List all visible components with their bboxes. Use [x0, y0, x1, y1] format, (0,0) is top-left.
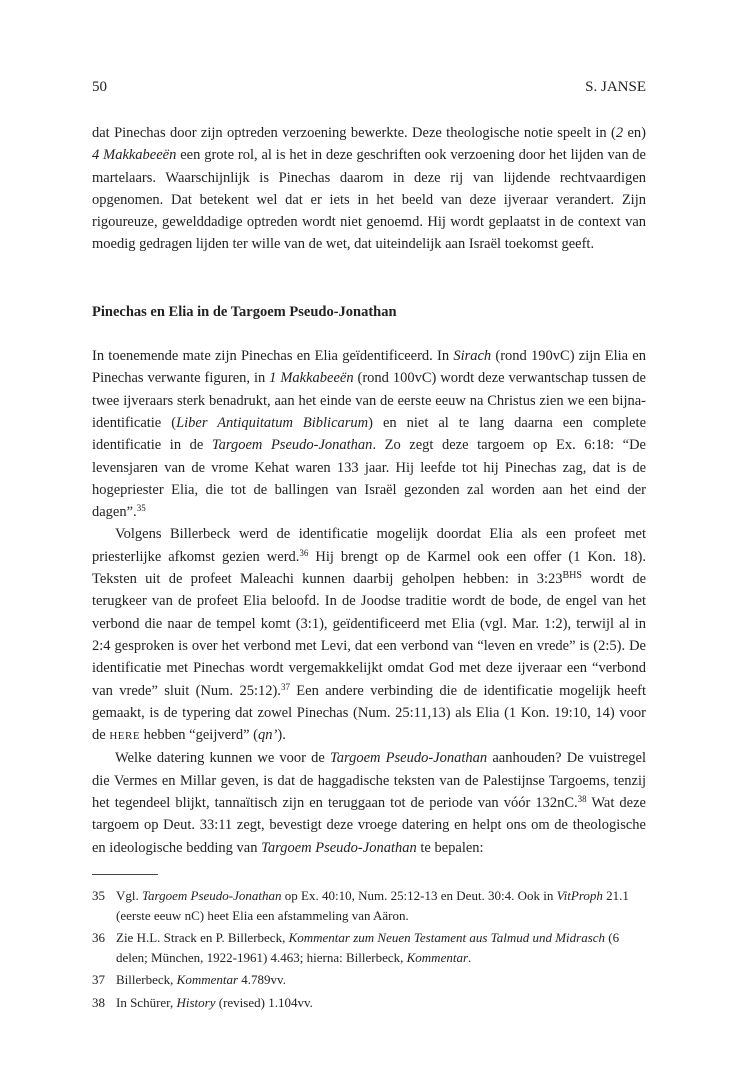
- footnote-number: 36: [92, 930, 105, 945]
- footnote-ref-35[interactable]: 35: [136, 503, 146, 514]
- text-run: (rond 190vC) zijn Elia en Pinechas verwante figuren, in: [92, 348, 646, 387]
- text-run: ) en niet al te lang daarna een complete identificatie in de: [92, 414, 646, 454]
- text-run: .: [468, 949, 472, 965]
- text-run: Hij brengt op de Karmel ook een offer (1 Kon. 18). Teksten uit de profeet Maleachi kunnen daarbij geholpen hebben: in 3:23: [92, 548, 646, 588]
- text-run: Volgens Billerbeck werd de identificatie mogelijk doordat Elia als een profeet met priesterlijke afkomst gezien werd.: [92, 526, 646, 565]
- italic-run: Liber Antiquitatum Biblicarum: [176, 414, 369, 431]
- text-run: Vgl.: [116, 888, 142, 903]
- italic-run: 4 Makkabeeën: [92, 147, 177, 164]
- paragraph-2: [92, 345, 646, 523]
- text-run: Zie H.L. Strack en P. Billerbeck,: [116, 930, 289, 945]
- text-run: dat Pinechas door zijn optreden verzoening bewerkte. Deze theologische notie speelt in (: [92, 125, 616, 141]
- text-run: Wat deze targoem op Deut. 33:11 zegt, bevestigt deze vroege datering en helpt ons om de theologische en ideologische bedding van: [92, 795, 646, 856]
- italic-run: 1 Makkabeeën: [269, 370, 354, 387]
- italic-run: VitProph: [556, 888, 603, 903]
- main-text: [92, 122, 646, 859]
- italic-run: Targoem Pseudo-Jonathan: [211, 437, 373, 454]
- footnote-text: [116, 886, 646, 925]
- footnote-text: [116, 970, 646, 990]
- text-run: te bepalen:: [416, 839, 484, 856]
- footnote-number: 38: [92, 994, 105, 1010]
- italic-run: Targoem Pseudo-Jonathan: [142, 888, 282, 903]
- italic-run: 2: [615, 125, 624, 141]
- footnote-38: [92, 993, 646, 1013]
- text-run: Billerbeck,: [116, 972, 177, 987]
- text-run: (revised) 1.104vv.: [215, 994, 313, 1010]
- running-head: S. JANSE: [585, 79, 646, 95]
- text-run: hebben “geijverd” (: [140, 727, 259, 744]
- text-run: op Ex. 40:10, Num. 25:12-13 en Deut. 30:4. Ook in: [281, 888, 557, 903]
- footnote-text: [116, 928, 646, 967]
- paragraph-1: [92, 122, 646, 256]
- small-caps-run: HERE: [109, 730, 141, 743]
- paragraph-4: [92, 747, 646, 858]
- text-run: aanhouden? De vuistregel die Vermes en Millar geven, is dat de haggadische teksten van de Palestijnse Targoems, tenzij het tegendeel blijkt, tannaïtisch zijn en teruggaan tot de periode van vóór 132nC.: [92, 750, 646, 812]
- text-run: en): [623, 125, 646, 141]
- footnote-36: [92, 928, 646, 967]
- footnote-ref-36[interactable]: 36: [299, 547, 309, 558]
- footnote-number: 35: [92, 888, 105, 903]
- text-run: wordt de terugkeer van de profeet Elia beloofd. In de Joodse traditie wordt de bode, de engel van het verbond die naar de tempel komt (3:1), geïdentificeerd met Elia (vgl. Mar. 1:2), terwijl al in 2:4 gesproken is over het verbond met Levi, dat een verbond van “leven en vrede” is (2:5). De identificatie met Pinechas wordt vergemakkelijkt omdat God met deze ijveraar een “verbond van vrede” sluit (Num. 25:12).: [92, 571, 646, 699]
- text-run: 4.789vv.: [238, 972, 286, 987]
- italic-run: Kommentar: [176, 972, 239, 987]
- footnote-text: [116, 993, 646, 1013]
- text-run: In Schürer,: [116, 994, 177, 1010]
- italic-run: Targoem Pseudo-Jonathan: [261, 839, 417, 856]
- italic-run: Kommentar: [406, 949, 469, 965]
- footnote-ref-38[interactable]: 38: [577, 794, 587, 805]
- footnote-ref-37[interactable]: 37: [280, 681, 290, 692]
- text-run: Een andere verbinding die de identificatie mogelijk heeft gemaakt, is de typering dat zowel Pinechas (Num. 25:11,13) als Elia (1 Kon. 19:10, 14) voor de: [92, 682, 646, 744]
- text-run: (rond 100vC) wordt deze verwantschap tussen de twee ijveraars sterk benadrukt, aan het einde van de eerste eeuw na Christus zien we een bijna-identificatie (: [92, 370, 646, 431]
- italic-run: History: [176, 994, 216, 1010]
- footnote-number: 37: [92, 972, 105, 987]
- page-number: 50: [92, 79, 107, 95]
- text-run: . Zo zegt deze targoem op Ex. 6:18: “De levensjaren van de vrome Kehat waren 133 jaar. Hij leefde tot hij Pinechas zag, dat is de hogepriester Elia, die tot de ballingen van Israël gezonden zal worden aan het eind der dagen”.: [92, 437, 646, 521]
- paragraph-3: [92, 523, 646, 747]
- footnotes: [92, 886, 646, 1015]
- page-header: [92, 77, 646, 97]
- italic-run: Targoem Pseudo-Jonathan: [330, 750, 488, 767]
- text-run: Welke datering kunnen we voor de: [115, 750, 331, 767]
- text-run: In toenemende mate zijn Pinechas en Elia geïdentificeerd. In: [92, 348, 454, 365]
- footnote-37: [92, 970, 646, 990]
- bhs-superscript: BHS: [562, 570, 582, 582]
- text-run: ).: [277, 727, 286, 744]
- text-run: 21.1 (eerste eeuw nC) heet Elia een afstammeling van Aäron.: [116, 888, 629, 923]
- section-heading: Pinechas en Elia in de Targoem Pseudo-Jonathan: [92, 303, 397, 320]
- footnote-35: [92, 886, 646, 925]
- italic-run: qn’: [258, 727, 278, 744]
- footnote-divider: [92, 874, 158, 875]
- italic-run: Kommentar zum Neuen Testament aus Talmud und Midrasch: [288, 930, 606, 945]
- text-run: een grote rol, al is het in deze geschriften ook verzoening door het lijden van de martelaars. Waarschijnlijk is Pinechas daarom in deze rij van lijdende rechtvaardigen opgenomen. Dat betekent wel dat er iets in het beeld van deze ijveraar verandert. Zijn rigoureuze, gewelddadige optreden wordt niet genoemd. Hij wordt geplaatst in de context van moedig gedragen lijden ter wille van de wet, dat uiteindelijk aan Israël toekomst geeft.: [92, 147, 646, 253]
- text-run: (6 delen; München, 1922-1961) 4.463; hierna: Billerbeck,: [116, 930, 620, 965]
- italic-run: Sirach: [453, 348, 492, 365]
